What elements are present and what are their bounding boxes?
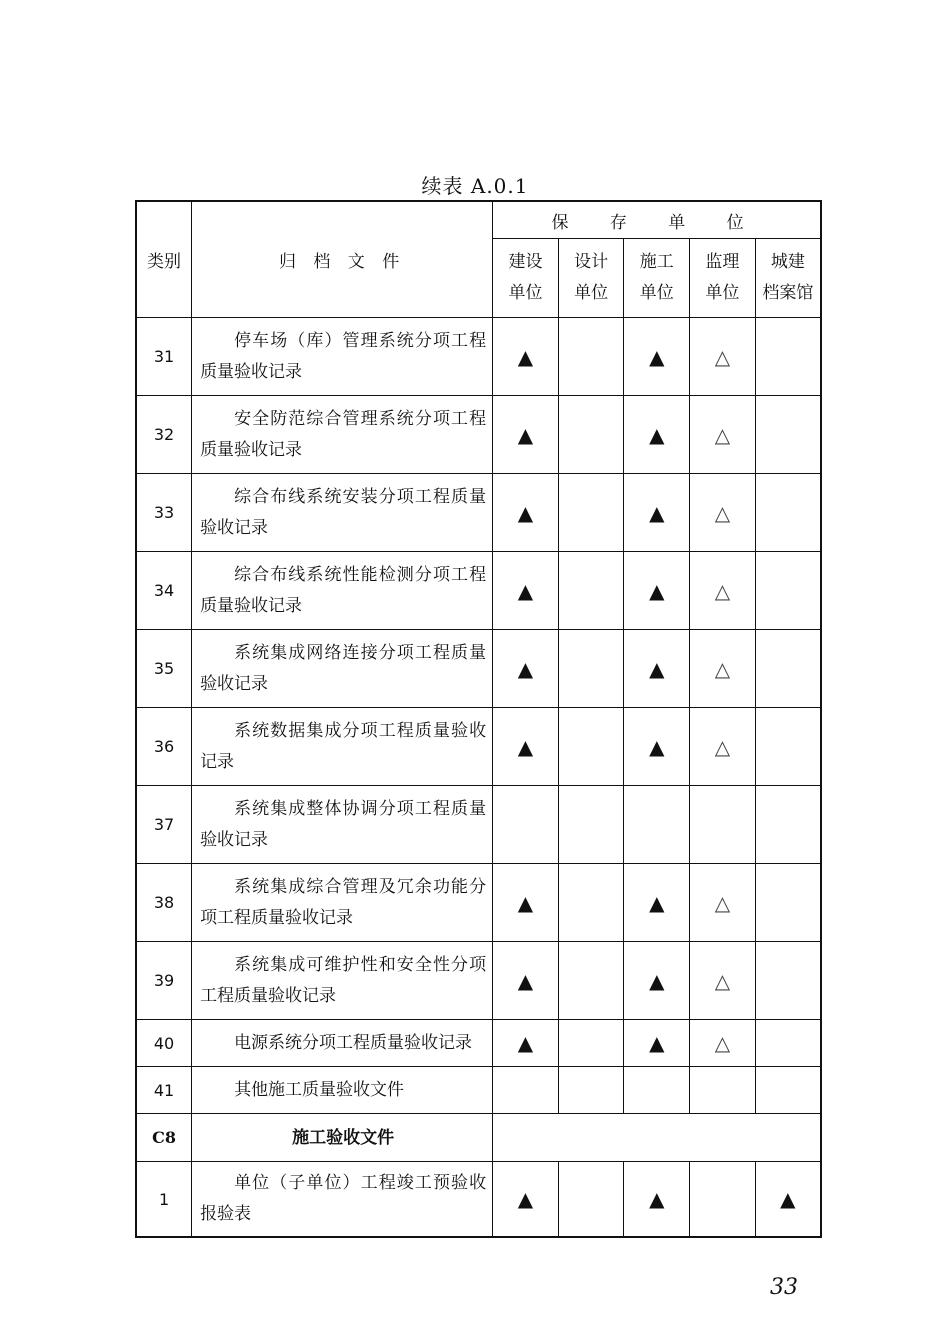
construction-unit-mark — [493, 786, 559, 864]
document-name: 单位（子单位）工程竣工预验收报验表 — [192, 1162, 493, 1238]
row-number: 38 — [136, 864, 192, 942]
design-unit-mark — [558, 552, 624, 630]
filled-triangle-icon: ▲ — [517, 1031, 534, 1055]
filled-triangle-icon: ▲ — [780, 1187, 796, 1211]
supervision-unit-mark — [690, 552, 756, 630]
hollow-triangle-icon: △ — [714, 890, 731, 915]
hollow-triangle-icon: △ — [714, 734, 731, 759]
design-unit-mark — [558, 396, 624, 474]
hollow-triangle-icon: △ — [714, 1031, 731, 1055]
table-row — [136, 318, 821, 396]
construction-unit-mark — [493, 864, 559, 942]
header-row-1 — [136, 201, 821, 239]
document-name: 其他施工质量验收文件 — [192, 1067, 493, 1114]
table-row — [136, 942, 821, 1020]
filled-triangle-icon: ▲ — [649, 656, 665, 681]
design-unit-mark — [558, 864, 624, 942]
contractor-unit-mark — [624, 864, 690, 942]
construction-unit-mark — [493, 318, 559, 396]
archive-unit-header: 城建 档案馆 — [755, 239, 821, 318]
table-row — [136, 708, 821, 786]
construction-unit-mark — [493, 396, 559, 474]
document-name: 综合布线系统安装分项工程质量验收记录 — [192, 474, 493, 552]
supervision-unit-mark — [690, 318, 756, 396]
supervision-unit-mark — [690, 1020, 756, 1067]
design-unit-mark — [558, 1020, 624, 1067]
contractor-unit-mark — [624, 396, 690, 474]
section-blank — [493, 1114, 821, 1162]
row-number: 32 — [136, 396, 192, 474]
design-unit-mark — [558, 1162, 624, 1238]
hollow-triangle-icon: △ — [714, 500, 731, 525]
row-number: 31 — [136, 318, 192, 396]
filled-triangle-icon: ▲ — [517, 734, 534, 759]
filled-triangle-icon: ▲ — [649, 578, 665, 603]
contractor-unit-mark — [624, 630, 690, 708]
filled-triangle-icon: ▲ — [517, 344, 534, 369]
filled-triangle-icon: ▲ — [517, 968, 534, 993]
table-caption: 续表 A.0.1 — [421, 174, 529, 198]
archive-unit-mark — [755, 1067, 821, 1114]
table-row — [136, 396, 821, 474]
design-unit-mark — [558, 942, 624, 1020]
filled-triangle-icon: ▲ — [517, 578, 534, 603]
document-name: 系统集成网络连接分项工程质量验收记录 — [192, 630, 493, 708]
page-number: 33 — [770, 1275, 798, 1300]
archive-unit-mark — [755, 552, 821, 630]
design-unit-mark — [558, 708, 624, 786]
table-row — [136, 864, 821, 942]
supervision-unit-mark — [690, 474, 756, 552]
filled-triangle-icon: ▲ — [517, 656, 534, 681]
supervision-unit-mark — [690, 396, 756, 474]
row-number: 33 — [136, 474, 192, 552]
construction-unit-mark — [493, 1067, 559, 1114]
supervision-unit-mark — [690, 786, 756, 864]
archive-unit-mark — [755, 630, 821, 708]
design-unit-mark — [558, 630, 624, 708]
contractor-unit-mark — [624, 318, 690, 396]
section-row — [136, 1114, 821, 1162]
contractor-unit-header: 施工 单位 — [624, 239, 690, 318]
filled-triangle-icon: ▲ — [517, 1187, 534, 1211]
row-number: 1 — [136, 1162, 192, 1238]
contractor-unit-mark — [624, 1162, 690, 1238]
construction-unit-mark — [493, 942, 559, 1020]
archive-unit-mark — [755, 1020, 821, 1067]
contractor-unit-mark — [624, 1020, 690, 1067]
contractor-unit-mark — [624, 942, 690, 1020]
contractor-unit-mark — [624, 786, 690, 864]
row-number: 40 — [136, 1020, 192, 1067]
document-name: 安全防范综合管理系统分项工程质量验收记录 — [192, 396, 493, 474]
document-name: 电源系统分项工程质量验收记录 — [192, 1020, 493, 1067]
supervision-unit-header: 监理 单位 — [690, 239, 756, 318]
supervision-unit-mark — [690, 864, 756, 942]
row-number: 34 — [136, 552, 192, 630]
archive-unit-mark — [755, 786, 821, 864]
construction-unit-mark — [493, 474, 559, 552]
supervision-unit-mark — [690, 630, 756, 708]
filled-triangle-icon: ▲ — [517, 890, 534, 915]
filled-triangle-icon: ▲ — [649, 734, 665, 759]
archive-unit-mark — [755, 942, 821, 1020]
construction-unit-mark — [493, 552, 559, 630]
contractor-unit-mark — [624, 552, 690, 630]
section-title: 施工验收文件 — [192, 1114, 493, 1162]
design-unit-header: 设计 单位 — [558, 239, 624, 318]
supervision-unit-mark — [690, 708, 756, 786]
archive-unit-mark — [755, 396, 821, 474]
archive-unit-mark — [755, 318, 821, 396]
document-name: 停车场（库）管理系统分项工程质量验收记录 — [192, 318, 493, 396]
archive-table — [135, 200, 822, 1238]
construction-unit-mark — [493, 708, 559, 786]
contractor-unit-mark — [624, 1067, 690, 1114]
supervision-unit-mark — [690, 1162, 756, 1238]
table-row — [136, 552, 821, 630]
archive-unit-mark — [755, 864, 821, 942]
contractor-unit-mark — [624, 474, 690, 552]
contractor-unit-mark — [624, 708, 690, 786]
construction-unit-mark — [493, 630, 559, 708]
document-name: 综合布线系统性能检测分项工程质量验收记录 — [192, 552, 493, 630]
row-number: 39 — [136, 942, 192, 1020]
construction-unit-header: 建设 单位 — [493, 239, 559, 318]
table-row — [136, 786, 821, 864]
document-header: 归 档 文 件 — [192, 201, 493, 318]
storage-unit-header: 保 存 单 位 — [493, 201, 821, 239]
construction-unit-mark — [493, 1020, 559, 1067]
filled-triangle-icon: ▲ — [517, 500, 534, 525]
design-unit-mark — [558, 474, 624, 552]
hollow-triangle-icon: △ — [714, 344, 731, 369]
hollow-triangle-icon: △ — [714, 968, 731, 993]
construction-unit-mark — [493, 1162, 559, 1238]
hollow-triangle-icon: △ — [714, 422, 731, 447]
row-number: 37 — [136, 786, 192, 864]
document-name: 系统集成整体协调分项工程质量验收记录 — [192, 786, 493, 864]
design-unit-mark — [558, 1067, 624, 1114]
filled-triangle-icon: ▲ — [649, 1187, 665, 1211]
archive-unit-mark — [755, 708, 821, 786]
design-unit-mark — [558, 786, 624, 864]
table-row — [136, 630, 821, 708]
filled-triangle-icon: ▲ — [517, 422, 534, 447]
filled-triangle-icon: ▲ — [649, 968, 665, 993]
row-number: 41 — [136, 1067, 192, 1114]
archive-unit-mark — [755, 474, 821, 552]
filled-triangle-icon: ▲ — [649, 500, 665, 525]
row-number: 36 — [136, 708, 192, 786]
filled-triangle-icon: ▲ — [649, 890, 665, 915]
filled-triangle-icon: ▲ — [649, 1031, 665, 1055]
filled-triangle-icon: ▲ — [649, 344, 665, 369]
filled-triangle-icon: ▲ — [649, 422, 665, 447]
table-row — [136, 1067, 821, 1114]
row-number: 35 — [136, 630, 192, 708]
row-number: C8 — [136, 1114, 192, 1162]
design-unit-mark — [558, 318, 624, 396]
category-header: 类别 — [136, 201, 192, 318]
hollow-triangle-icon: △ — [714, 656, 731, 681]
table-row — [136, 474, 821, 552]
hollow-triangle-icon: △ — [714, 578, 731, 603]
archive-unit-mark — [755, 1162, 821, 1238]
supervision-unit-mark — [690, 942, 756, 1020]
table-row — [136, 1162, 821, 1238]
document-name: 系统集成可维护性和安全性分项工程质量验收记录 — [192, 942, 493, 1020]
table-row — [136, 1020, 821, 1067]
document-name: 系统数据集成分项工程质量验收记录 — [192, 708, 493, 786]
supervision-unit-mark — [690, 1067, 756, 1114]
document-name: 系统集成综合管理及冗余功能分项工程质量验收记录 — [192, 864, 493, 942]
